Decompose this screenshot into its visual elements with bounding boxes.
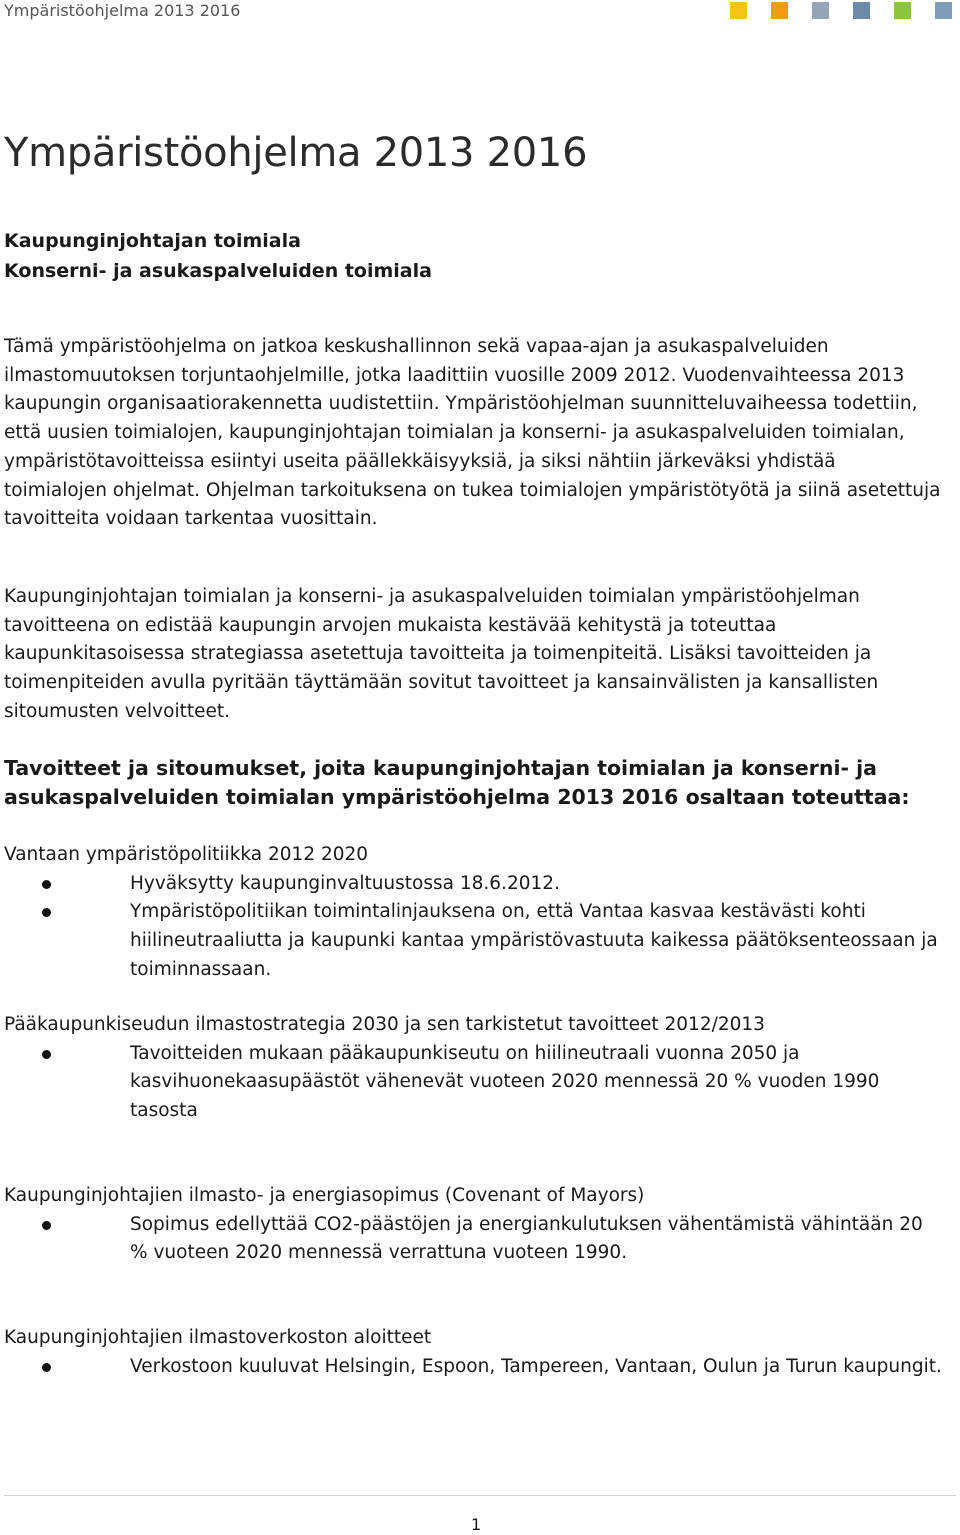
commitment-group-climate-strategy xyxy=(4,1011,944,1126)
bullet-item xyxy=(4,870,944,899)
bullet-item xyxy=(4,1353,944,1382)
bullet-dot-icon xyxy=(42,880,51,889)
bullet-dot-icon xyxy=(42,908,51,917)
commitment-group-climate-network xyxy=(4,1324,944,1381)
header-square-2 xyxy=(771,2,788,19)
goal-paragraph: Kaupunginjohtajan toimialan ja konserni- ja asukaspalveluiden toimialan ympäristöohjelman tavoitteena on edistää kaupungin arvojen mukaista kestävää kehitystä ja toteuttaa kaupunkitasoisessa strategiassa asetettuja tavoitteita ja toimenpiteitä. Lisäksi tavoitteiden ja toimenpiteiden avulla pyritään täyttämään sovitut tavoitteet ja kansainvälisten ja kansallisten sitoumusten velvoitteet. xyxy=(4,586,879,722)
header-square-6 xyxy=(935,2,952,19)
bullet-item xyxy=(4,1211,944,1268)
header-square-5 xyxy=(894,2,911,19)
subtitles xyxy=(4,226,432,286)
header-square-3 xyxy=(812,2,829,19)
footer-divider xyxy=(4,1495,956,1496)
bullet-text: Hyväksytty kaupunginvaltuustossa 18.6.2012. xyxy=(130,872,560,894)
commitment-group-environment-policy xyxy=(4,841,944,985)
bullet-list xyxy=(4,1353,944,1382)
bullet-text: Ympäristöpolitiikan toimintalinjauksena on, että Vantaa kasvaa kestävästi kohti hiilineutraaliutta ja kaupunki kantaa ympäristövastuuta kaikessa päätöksenteossaan ja toiminnassaan. xyxy=(130,901,938,980)
header-square-4 xyxy=(853,2,870,19)
bullet-list xyxy=(4,1040,944,1126)
bullet-list xyxy=(4,1211,944,1268)
subtitle-1: Kaupunginjohtajan toimiala xyxy=(4,230,301,252)
header-square-1 xyxy=(730,2,747,19)
commitments-heading: Tavoitteet ja sitoumukset, joita kaupunginjohtajan toimialan ja konserni- ja asukaspalveluiden toimialan ympäristöohjelma 2013 2016 osaltaan toteuttaa: xyxy=(4,756,910,809)
header-color-squares xyxy=(730,2,952,20)
bullet-dot-icon xyxy=(42,1363,51,1372)
bullet-text: Sopimus edellyttää CO2-päästöjen ja energiankulutuksen vähentämistä vähintään 20 % vuoteen 2020 mennessä verrattuna vuoteen 1990. xyxy=(130,1213,923,1264)
commitment-title: Pääkaupunkiseudun ilmastostrategia 2030 ja sen tarkistetut tavoitteet 2012/2013 xyxy=(4,1014,765,1035)
bullet-dot-icon xyxy=(42,1221,51,1230)
subtitle-2: Konserni- ja asukaspalveluiden toimiala xyxy=(4,260,432,282)
commitment-title: Kaupunginjohtajien ilmastoverkoston aloitteet xyxy=(4,1327,432,1348)
bullet-item xyxy=(4,1040,944,1126)
commitment-title: Kaupunginjohtajien ilmasto- ja energiasopimus (Covenant of Mayors) xyxy=(4,1185,645,1206)
bullet-item xyxy=(4,898,944,984)
bullet-text: Tavoitteiden mukaan pääkaupunkiseutu on hiilineutraali vuonna 2050 ja kasvihuonekaasupäästöt vähenevät vuoteen 2020 mennessä 20 % vuoden 1990 tasosta xyxy=(130,1042,880,1122)
commitment-title: Vantaan ympäristöpolitiikka 2012 2020 xyxy=(4,844,369,865)
bullet-list xyxy=(4,870,944,985)
commitment-group-covenant-of-mayors xyxy=(4,1182,944,1268)
page-title: Ympäristöohjelma 2013 2016 xyxy=(4,130,588,176)
intro-paragraph: Tämä ympäristöohjelma on jatkoa keskushallinnon sekä vapaa-ajan ja asukaspalveluiden ilmastomuutoksen torjuntaohjelmille, jotka laadittiin vuosille 2009 2012. Vuodenvaihteessa 2013 kaupungin organisaatiorakennetta uudistettiin. Ympäristöohjelman suunnitteluvaiheessa todettiin, että uusien toimialojen, kaupunginjohtajan toimialan ja konserni- ja asukaspalveluiden toimialan, ympäristötavoitteissa esiintyi useita päällekkäisyyksiä, ja siksi nähtiin järkeväksi yhdistää toimialojen ohjelmat. Ohjelman tarkoituksena on tukea toimialojen ympäristötyötä ja siinä asetettuja tavoitteita voidaan tarkentaa vuosittain. xyxy=(4,336,941,530)
running-header-title: Ympäristöohjelma 2013 2016 xyxy=(4,1,241,20)
bullet-dot-icon xyxy=(42,1050,51,1059)
page-number: 1 xyxy=(471,1515,482,1534)
bullet-text: Verkostoon kuuluvat Helsingin, Espoon, Tampereen, Vantaan, Oulun ja Turun kaupungit. xyxy=(130,1355,942,1377)
